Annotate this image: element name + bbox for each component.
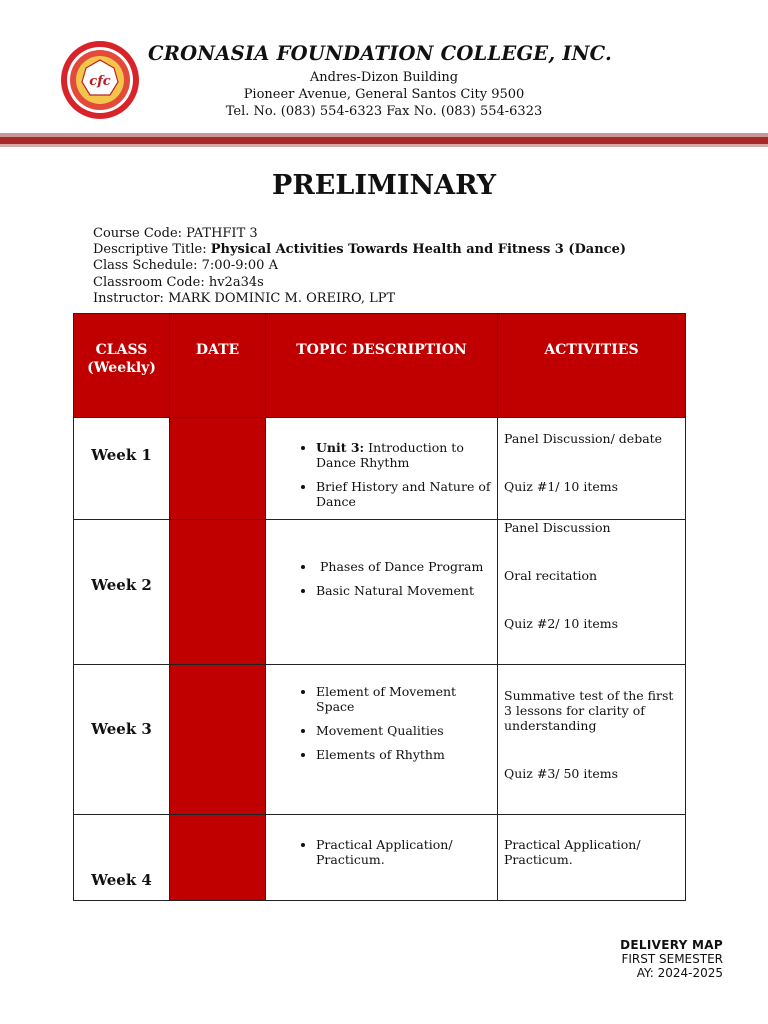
- instructor: MARK DOMINIC M. OREIRO, LPT: [168, 290, 396, 306]
- date-cell: [170, 520, 266, 665]
- week-cell: Week 3: [74, 665, 170, 815]
- list-item: • Phases of Dance Program: [316, 559, 497, 574]
- list-item: • Practical Application/ Practicum.: [316, 837, 497, 867]
- date-cell: [170, 815, 266, 901]
- course-info: [93, 226, 626, 307]
- class-schedule: 7:00-9:00 A: [201, 258, 278, 274]
- instructor-line: Instructor: MARK DOMINIC M. OREIRO, LPT: [93, 290, 396, 306]
- date-cell: [170, 418, 266, 520]
- table-row: [74, 418, 686, 520]
- college-name: CRONASIA FOUNDATION COLLEGE, INC.: [148, 42, 613, 65]
- activities-cell: Summative test of the first 3 lessons for clarity of understanding Quiz #3/ 50 items: [498, 665, 686, 815]
- week-cell: Week 4: [74, 815, 170, 901]
- week-cell: Week 1: [74, 418, 170, 520]
- address-line-1: Andres-Dizon Building: [309, 70, 459, 85]
- course-code: PATHFIT 3: [186, 226, 258, 241]
- class-schedule-line: Class Schedule: 7:00-9:00 A: [93, 258, 278, 274]
- header-class: CLASS (Weekly): [74, 314, 170, 418]
- table-row: [74, 665, 686, 815]
- footer-academic-year: AY: 2024-2025: [636, 966, 723, 980]
- list-item: • Movement Qualities: [316, 723, 497, 738]
- logo-lettering: cfc: [89, 74, 111, 89]
- list-item: • Elements of Rhythm: [316, 747, 497, 762]
- activities-cell: Practical Application/ Practicum.: [498, 815, 686, 901]
- footer-block: [620, 938, 723, 980]
- list-item: • Basic Natural Movement: [316, 583, 497, 598]
- address-line-2: Pioneer Avenue, General Santos City 9500: [243, 87, 525, 102]
- topic-cell: [266, 665, 498, 815]
- descriptive-title-line: Descriptive Title: Physical Activities Towards Health and Fitness 3 (Dance): [93, 242, 626, 258]
- college-logo: [60, 40, 140, 120]
- header-activities: ACTIVITIES: [498, 314, 686, 418]
- classroom-code-line: Classroom Code: hv2a34s: [93, 274, 264, 290]
- header-topic: TOPIC DESCRIPTION: [266, 314, 498, 418]
- footer-semester: FIRST SEMESTER: [621, 952, 723, 966]
- week-cell: Week 2: [74, 520, 170, 665]
- table-header-row: [74, 314, 686, 418]
- topic-cell: [266, 520, 498, 665]
- list-item: • Unit 3: Introduction to Dance Rhythm: [316, 440, 497, 470]
- table-row: [74, 520, 686, 665]
- list-item: • Brief History and Nature of Dance: [316, 479, 497, 509]
- list-item: • Element of Movement Space: [316, 684, 497, 714]
- classroom-code: hv2a34s: [208, 274, 264, 290]
- header-divider-band: [0, 133, 768, 147]
- activities-cell: Panel Discussion/ debate Quiz #1/ 10 items: [498, 418, 686, 520]
- footer-delivery-map: DELIVERY MAP: [620, 938, 723, 952]
- delivery-map-table: [73, 313, 686, 901]
- date-cell: [170, 665, 266, 815]
- contact-line: Tel. No. (083) 554-6323 Fax No. (083) 554-6323: [225, 104, 543, 119]
- descriptive-title: Physical Activities Towards Health and Fitness 3 (Dance): [210, 242, 626, 258]
- topic-cell: [266, 418, 498, 520]
- activities-cell: Panel Discussion Oral recitation Quiz #2/ 10 items: [498, 520, 686, 665]
- header-date: DATE: [170, 314, 266, 418]
- topic-cell: [266, 815, 498, 901]
- table-row: [74, 815, 686, 901]
- document-title: PRELIMINARY: [272, 170, 496, 201]
- course-code-line: Course Code: PATHFIT 3: [93, 226, 258, 241]
